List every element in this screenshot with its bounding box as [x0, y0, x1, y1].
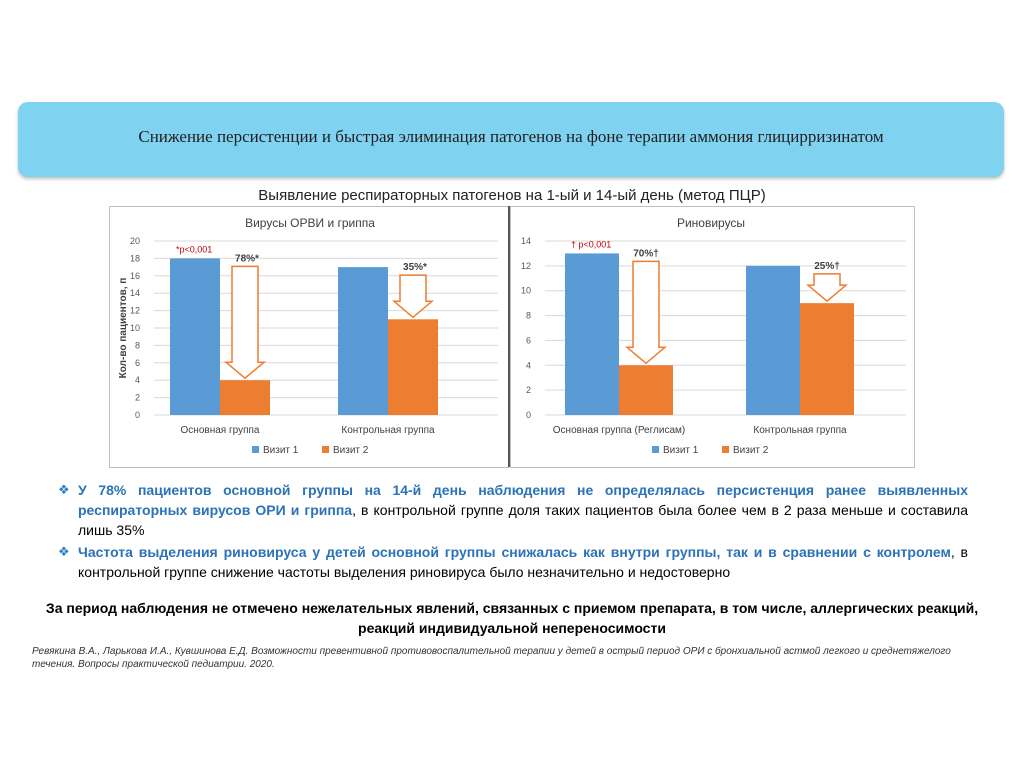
diamond-bullet-icon: ❖ [58, 544, 70, 559]
finding-item-2 [56, 542, 968, 582]
bar-visit2 [388, 319, 438, 415]
y-tick-label: 10 [520, 285, 531, 296]
legend-label: Визит 1 [263, 445, 299, 456]
y-tick-label: 20 [129, 236, 140, 246]
y-tick-label: 6 [525, 335, 531, 346]
bar-visit2 [220, 380, 270, 415]
bar-visit1 [338, 267, 388, 415]
chart-title: Вирусы ОРВИ и гриппа [245, 216, 375, 230]
legend-swatch [652, 446, 659, 453]
annotation-label: † p<0,001 [571, 239, 612, 250]
y-tick-label: 4 [525, 360, 531, 371]
title-banner [18, 102, 1004, 177]
bar-visit1 [170, 258, 220, 415]
y-tick-label: 0 [134, 410, 140, 420]
chart-orvi-influenza [110, 207, 508, 467]
x-tick-label: Контрольная группа [341, 425, 435, 436]
y-tick-label: 4 [134, 375, 140, 386]
y-tick-label: 6 [134, 357, 140, 368]
annotation-label: 70%† [633, 248, 659, 260]
y-tick-label: 10 [129, 323, 140, 333]
decrease-arrow-icon [808, 274, 846, 301]
chart-title: Риновирусы [676, 216, 746, 230]
y-axis-label: Кол-во пациентов, п [118, 277, 129, 379]
finding-1-highlight: У 78% пациентов основной группы на 14-й день наблюдения не определялась персистенция ранее выявленных респираторных вирусов ОРИ и гриппа [78, 482, 968, 518]
charts-subtitle: Выявление респираторных патогенов на 1-ый и 14-ый день (метод ПЦР) [258, 187, 766, 204]
legend-swatch [252, 446, 259, 453]
legend-swatch [722, 446, 729, 453]
y-tick-label: 8 [525, 310, 531, 321]
y-tick-label: 18 [129, 253, 140, 264]
annotation-label: 25%† [814, 260, 840, 272]
annotation-label: 35%* [403, 262, 427, 274]
chart-panel-rhinovirus [510, 206, 915, 468]
citation-authors: Ревякина В.А., Ларькова И.А., Кувшинова Е.Д. Возможности превентивной противовоспалительной терапии у детей в острый период ОРИ с бронхиальной астмой легкого и среднетяжелого течения. Вопросы практической педиатрии. [32, 646, 951, 670]
legend-label: Визит 2 [733, 445, 769, 456]
legend-swatch [322, 446, 329, 453]
y-tick-label: 2 [134, 392, 140, 403]
legend-label: Визит 2 [333, 445, 369, 456]
y-tick-label: 14 [520, 236, 531, 246]
y-tick-label: 8 [134, 340, 140, 351]
bar-visit1 [746, 266, 800, 415]
chart-rhinovirus [511, 207, 914, 467]
legend-label: Визит 1 [663, 445, 699, 456]
y-tick-label: 12 [520, 260, 531, 271]
banner-title: Снижение персистенции и быстрая элиминация патогенов на фоне терапии аммония глицирризинатом [138, 126, 884, 146]
y-tick-label: 0 [525, 410, 531, 420]
safety-conclusion: За период наблюдения не отмечено нежелательных явлений, связанных с приемом препарата, в том числе, аллергических реакций, реакций индивидуальной непереносимости [45, 600, 979, 636]
bar-visit1 [565, 253, 619, 415]
finding-2-highlight: Частота выделения риновируса у детей основной группы снижалась как внутри группы, так и в сравнении с контролем [78, 544, 951, 560]
finding-2-text: , в контрольной группе снижение частоты выделения риновируса было незначительно и недостоверно [78, 544, 968, 580]
diamond-bullet-icon: ❖ [58, 482, 70, 497]
x-tick-label: Контрольная группа [753, 425, 847, 436]
finding-item-1 [56, 480, 968, 540]
chart-panel-orvi [109, 206, 509, 468]
y-tick-label: 16 [129, 270, 140, 281]
annotation-label: *p<0,001 [176, 244, 213, 255]
y-tick-label: 2 [525, 385, 531, 396]
annotation-label: 78%* [235, 253, 259, 265]
bar-visit2 [800, 303, 854, 415]
bar-visit2 [619, 365, 673, 415]
y-tick-label: 12 [129, 305, 140, 316]
x-tick-label: Основная группа (Реглисам) [552, 425, 686, 436]
findings-list [56, 480, 968, 584]
citation-year: 2020. [249, 659, 275, 670]
finding-1-text: , в контрольной группе доля таких пациентов была более чем в 2 раза меньше и составила лишь 35% [78, 502, 969, 538]
decrease-arrow-icon [226, 266, 264, 378]
x-tick-label: Основная группа [180, 425, 260, 436]
y-tick-label: 14 [129, 288, 140, 299]
citation [32, 645, 972, 671]
decrease-arrow-icon [627, 261, 665, 363]
